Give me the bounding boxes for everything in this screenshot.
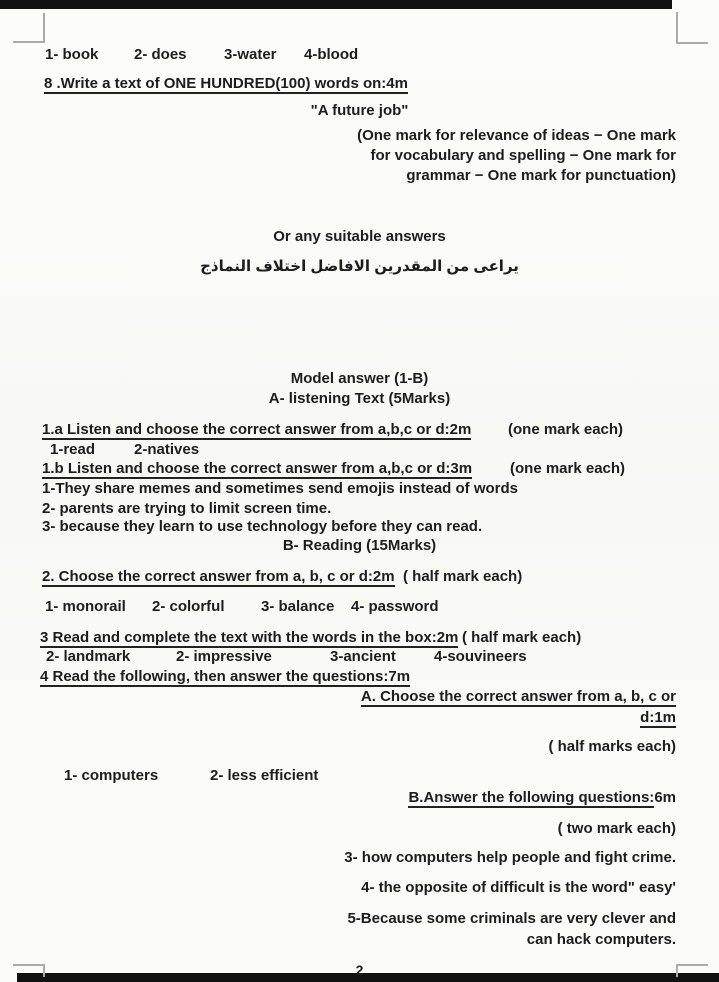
q1b-heading-text: 1.b Listen and choose the correct answer from a,b,c or d:3m [42, 460, 473, 477]
q1a-answer-2: 2-natives [134, 441, 200, 458]
q3-marks: ( half mark each) [462, 629, 582, 646]
model-answer-title: Model answer (1-B) [290, 370, 429, 387]
page-number: 2 [355, 962, 364, 978]
q1a-marks: (one mark each) [508, 421, 624, 438]
q1b-answer-3: 3- because they learn to use technology before they can read. [42, 518, 483, 535]
q4-part-a-answer-1: 1- computers [64, 767, 159, 784]
q8-note-english: Or any suitable answers [273, 228, 446, 245]
q2-marks: ( half mark each) [403, 568, 523, 585]
q3-heading [40, 628, 458, 648]
q8-heading [44, 74, 408, 94]
q4-part-b-heading-suffix: 6m [654, 789, 676, 806]
reading-section-header: B- Reading (15Marks) [282, 537, 437, 554]
q1a-answer-1: 1-read [50, 441, 96, 458]
q3-answer-3: 3-ancient [330, 648, 396, 665]
q3-heading-text: 3 Read and complete the text with the words in the box:2m [40, 629, 459, 646]
q2-answer-4: 4- password [351, 598, 439, 615]
q1a-heading [42, 420, 471, 440]
q3-answer-4: 4-souvineers [434, 648, 527, 665]
q1b-answer-1: 1-They share memes and sometimes send emojis instead of words [42, 480, 518, 497]
q4-part-a-heading-line1 [361, 687, 676, 707]
q4-part-b-answer-5-line1: 5-Because some criminals are very clever and [347, 910, 676, 927]
q4-heading [40, 667, 410, 687]
q2-heading-text: 2. Choose the correct answer from a, b, c or d:2m [42, 568, 395, 585]
q1a-heading-text: 1.a Listen and choose the correct answer from a,b,c or d:2m [42, 421, 472, 438]
q2-answer-3: 3- balance [261, 598, 335, 615]
q4-part-b-answer-4: 4- the opposite of difficult is the word" easy' [361, 879, 676, 896]
q2-answer-1: 1- monorail [45, 598, 126, 615]
q4-part-b-heading-text: B.Answer the following questions: [408, 789, 655, 806]
q8-note-arabic: يراعى من المقدرين الافاضل اختلاف النماذج [200, 258, 519, 275]
q2-heading [42, 567, 395, 587]
q2-answer-2: 2- colorful [152, 598, 225, 615]
q8-heading-text: 8 .Write a text of ONE HUNDRED(100) words on:4m [44, 75, 408, 92]
q4-part-a-marks: ( half marks each) [548, 738, 676, 755]
q1b-answer-2: 2- parents are trying to limit screen time. [42, 500, 332, 517]
crop-mark-top-left [13, 41, 45, 43]
crop-mark-top-right [676, 12, 678, 44]
q4-part-b-marks: ( two mark each) [557, 820, 676, 837]
q4-heading-text: 4 Read the following, then answer the questions:7m [40, 668, 411, 685]
q1b-heading [42, 459, 472, 479]
q3-answer-1: 2- landmark [46, 648, 131, 665]
q8-rubric-line-3: grammar − One mark for punctuation) [406, 167, 676, 184]
q4-part-a-heading-line1-text: A. Choose the correct answer from a, b, c or [360, 688, 676, 705]
crop-mark-top-right [676, 42, 708, 44]
q4-part-b-answer-5-line2: can hack computers. [526, 931, 676, 948]
scan-edge-bar-top [0, 0, 672, 9]
q8-rubric-line-2: for vocabulary and spelling − One mark for [370, 147, 676, 164]
q1b-marks: (one mark each) [510, 460, 626, 477]
q4-part-b-answer-3: 3- how computers help people and fight crime. [344, 849, 676, 866]
q4-part-a-heading-line2 [640, 708, 676, 728]
q8-rubric-line-1: (One mark for relevance of ideas − One mark [357, 127, 676, 144]
q4-part-a-heading-line2-text: d:1m [640, 709, 676, 726]
q3-answer-2: 2- impressive [176, 648, 272, 665]
q4-part-a-answer-2: 2- less efficient [210, 767, 319, 784]
prev-answer-1: 1- book [45, 46, 99, 63]
crop-mark-top-left [43, 13, 45, 43]
prev-answer-2: 2- does [134, 46, 187, 63]
prev-answer-3: 3-water [224, 46, 277, 63]
q4-part-b-heading [408, 788, 676, 808]
listening-section-header: A- listening Text (5Marks) [268, 390, 451, 407]
q8-essay-title: "A future job" [310, 102, 409, 119]
prev-answer-4: 4-blood [304, 46, 359, 63]
